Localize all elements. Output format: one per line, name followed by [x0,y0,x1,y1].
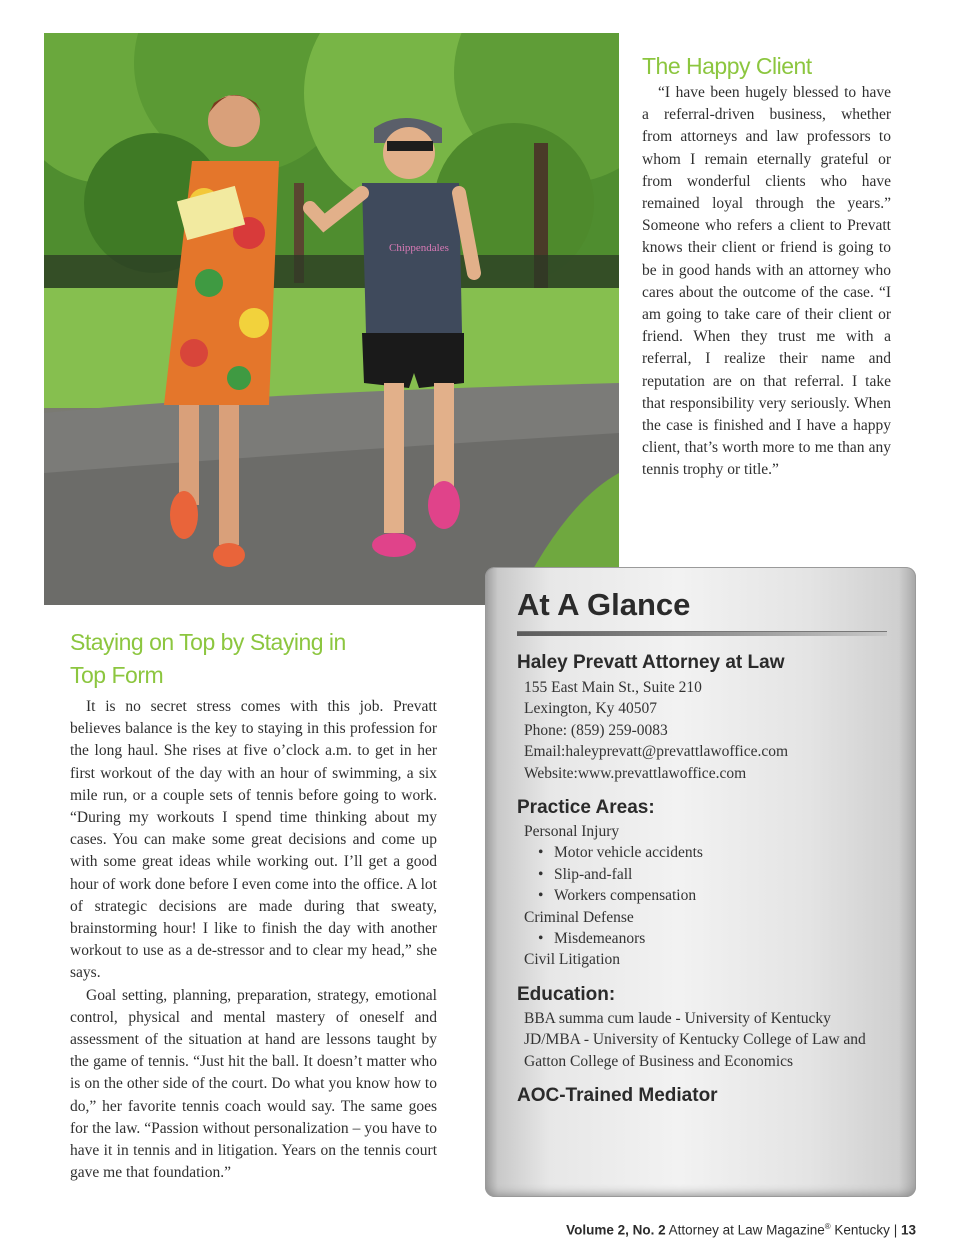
staying-heading-line2: Top Form [70,662,164,688]
registered-mark: ® [824,1222,831,1231]
practice-personal-injury: Personal Injury [524,823,620,840]
firm-name: Haley Prevatt Attorney at Law [517,652,785,673]
practice-areas-list [524,821,703,971]
education-list [524,1008,866,1072]
happy-client-section [642,50,891,482]
staying-paragraph-1: It is no secret stress comes with this job. Prevatt believes balance is the key to staying in this profession for the long haul. She rises at five o’clock a.m. to get in her first workout of the day with an hour of swimming, a six mile run, or a couple sets of tennis before going to work. “During my workouts I spend time thinking about my cases. You can make some great decisions and come up with some great ideas while working out. I’ll get a good hour of work done before I even come into the office. A lot of strategic decisions are made during that sweaty, brainstorming hour! I like to finish the day with another workout to use as a de-stressor and to clear my head,” she says. [70,698,437,982]
address-line-1: 155 East Main St., Suite 210 [524,679,702,696]
website[interactable]: Website:www.prevattlawoffice.com [524,764,747,782]
practice-item: • Motor vehicle accidents [524,842,703,863]
happy-client-paragraph: “I have been hugely blessed to have a referral-driven business, whether from attorneys and law professors to whom I remain eternally grateful or from wonderful clients who have remained loyal through the years.” Someone who refers a client to Prevatt knows their client or friend is going to be in good hands with an attorney who cares about the outcome of the case. “I am going to take care of their client or friend. When they trust me with a referral, I realize their name and reputation are on that referral. I take that responsibility very seriously. When the case is finished and I have a happy client, that’s worth more to me than any tennis trophy or title.” [642,84,891,479]
issue-label: Volume 2, No. 2 [566,1222,666,1238]
practice-civil-litigation: Civil Litigation [524,951,621,969]
page-footer [566,1222,916,1238]
mediator-credential: AOC-Trained Mediator [517,1085,718,1106]
page-number: 13 [900,1222,916,1238]
practice-item: • Workers compensation [524,885,703,906]
magazine-name: Attorney at Law Magazine [668,1222,825,1238]
education-item: Gatton College of Business and Economics [524,1052,794,1070]
staying-on-top-section [70,626,437,1184]
practice-criminal-defense: Criminal Defense [524,908,634,926]
practice-areas-heading: Practice Areas: [517,797,655,818]
magazine-region: Kentucky [834,1222,890,1238]
title-divider [517,631,887,636]
contact-info [524,677,788,784]
practice-item: • Slip-and-fall [524,864,703,885]
education-item: JD/MBA - University of Kentucky College of Law and [524,1031,866,1049]
feature-photo [44,33,619,605]
footer-separator: | [893,1222,898,1238]
education-heading: Education: [517,984,616,1005]
at-a-glance-title: At A Glance [517,587,691,622]
staying-heading [70,626,437,692]
address-line-2: Lexington, Ky 40507 [524,700,658,718]
email[interactable]: Email:haleyprevatt@prevattlawoffice.com [524,743,789,761]
education-item: BBA summa cum laude - University of Kentucky [524,1010,831,1027]
photo-illustration [44,33,619,605]
staying-paragraph-2: Goal setting, planning, preparation, strategy, emotional control, physical and mental mastery of oneself and assessment of the situation at hand are lessons taught by the game of tennis. “Just hit the ball. It doesn’t matter who is on the other side of the court. Do what you know how to do,” her favorite tennis coach would say. The same goes for the law. “Passion without personalization – you have to have it in tennis and in litigation. Years on the tennis court gave me that foundation.” [70,986,437,1182]
practice-item: • Misdemeanors [524,928,703,949]
phone: Phone: (859) 259-0083 [524,721,668,739]
staying-heading-line1: Staying on Top by Staying in [70,629,346,655]
happy-client-heading: The Happy Client [642,53,812,79]
shirt-text: Chippendales [389,242,449,254]
at-a-glance-box [485,567,916,1197]
